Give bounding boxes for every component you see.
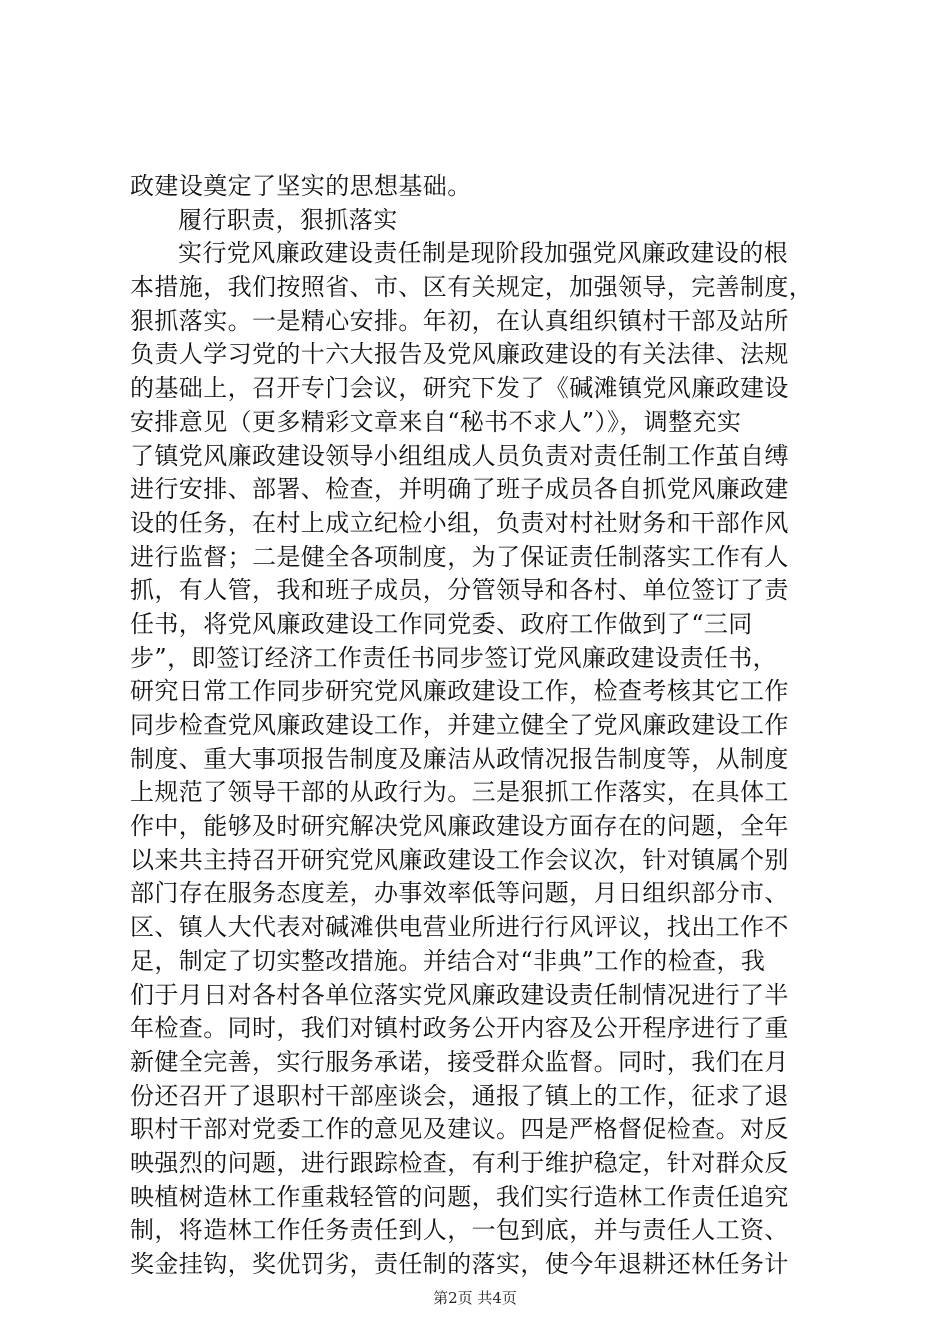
paragraph-line: 政建设奠定了坚实的思想基础。	[130, 172, 472, 200]
paragraph-line: 作中，能够及时研究解决党风廉政建设方面存在的问题，全年	[130, 812, 789, 841]
paragraph-line: 进行安排、部署、检查，并明确了班子成员各自抓党风廉政建	[130, 475, 789, 504]
paragraph-line: 步”，即签订经济工作责任书同步签订党风廉政建设责任书，	[130, 643, 778, 672]
paragraph-line: 以来共主持召开研究党风廉政建设工作会议次，针对镇属个别	[130, 845, 789, 874]
section-heading: 履行职责，狠抓落实	[178, 205, 398, 234]
paragraph-line: 们于月日对各村各单位落实党风廉政建设责任制情况进行了半	[130, 980, 789, 1009]
paragraph-line: 狠抓落实。一是精心安排。年初，在认真组织镇村干部及站所	[130, 306, 789, 335]
paragraph-line: 奖金挂钩，奖优罚劣，责任制的落实，使今年退耕还林任务计	[130, 1250, 789, 1278]
paragraph-line: 了镇党风廉政建设领导小组组成人员负责对责任制工作茧自缚	[130, 441, 789, 470]
paragraph-line: 抓，有人管，我和班子成员，分管领导和各村、单位签订了责	[130, 576, 789, 605]
paragraph-line: 区、镇人大代表对碱滩供电营业所进行行风评议，找出工作不	[130, 913, 789, 942]
page-number-footer: 第2页 共4页	[433, 1289, 517, 1307]
paragraph-line: 安排意见（更多精彩文章来自“秘书不求人”）》，调整充实	[130, 407, 742, 436]
paragraph-line: 本措施，我们按照省、市、区有关规定，加强领导，完善制度，	[130, 273, 814, 302]
paragraph-line: 年检查。同时，我们对镇村政务公开内容及公开程序进行了重	[130, 1014, 789, 1043]
paragraph-line: 实行党风廉政建设责任制是现阶段加强党风廉政建设的根	[178, 239, 788, 268]
paragraph-line: 职村干部对党委工作的意见及建议。四是严格督促检查。对反	[130, 1115, 789, 1144]
paragraph-line: 上规范了领导干部的从政行为。三是狠抓工作落实，在具体工	[130, 778, 789, 807]
paragraph-line: 映植树造林工作重栽轻管的问题，我们实行造林工作责任追究	[130, 1182, 789, 1211]
paragraph-line: 的基础上，召开专门会议，研究下发了《碱滩镇党风廉政建设	[130, 374, 789, 403]
paragraph-line: 制，将造林工作任务责任到人，一包到底，并与责任人工资、	[130, 1216, 789, 1245]
paragraph-line: 任书，将党风廉政建设工作同党委、政府工作做到了“三同	[130, 609, 753, 638]
paragraph-line: 份还召开了退职村干部座谈会，通报了镇上的工作，征求了退	[130, 1081, 789, 1110]
paragraph-line: 同步检查党风廉政建设工作，并建立健全了党风廉政建设工作	[130, 711, 789, 739]
paragraph-line: 足，制定了切实整改措施。并结合对“非典”工作的检查，我	[130, 946, 766, 975]
paragraph-line: 部门存在服务态度差，办事效率低等问题，月日组织部分市、	[130, 879, 789, 908]
paragraph-line: 进行监督；二是健全各项制度，为了保证责任制落实工作有人	[130, 542, 789, 571]
paragraph-line: 映强烈的问题，进行跟踪检查，有利于维护稳定，针对群众反	[130, 1148, 789, 1177]
paragraph-line: 制度、重大事项报告制度及廉洁从政情况报告制度等，从制度	[130, 744, 789, 773]
paragraph-line: 研究日常工作同步研究党风廉政建设工作，检查考核其它工作	[130, 677, 789, 706]
paragraph-line: 负责人学习党的十六大报告及党风廉政建设的有关法律、法规	[130, 340, 789, 369]
paragraph-line: 新健全完善，实行服务承诺，接受群众监督。同时，我们在月	[130, 1047, 789, 1076]
document-body	[130, 170, 830, 1282]
paragraph-line: 设的任务，在村上成立纪检小组，负责对村社财务和干部作风	[130, 508, 789, 537]
